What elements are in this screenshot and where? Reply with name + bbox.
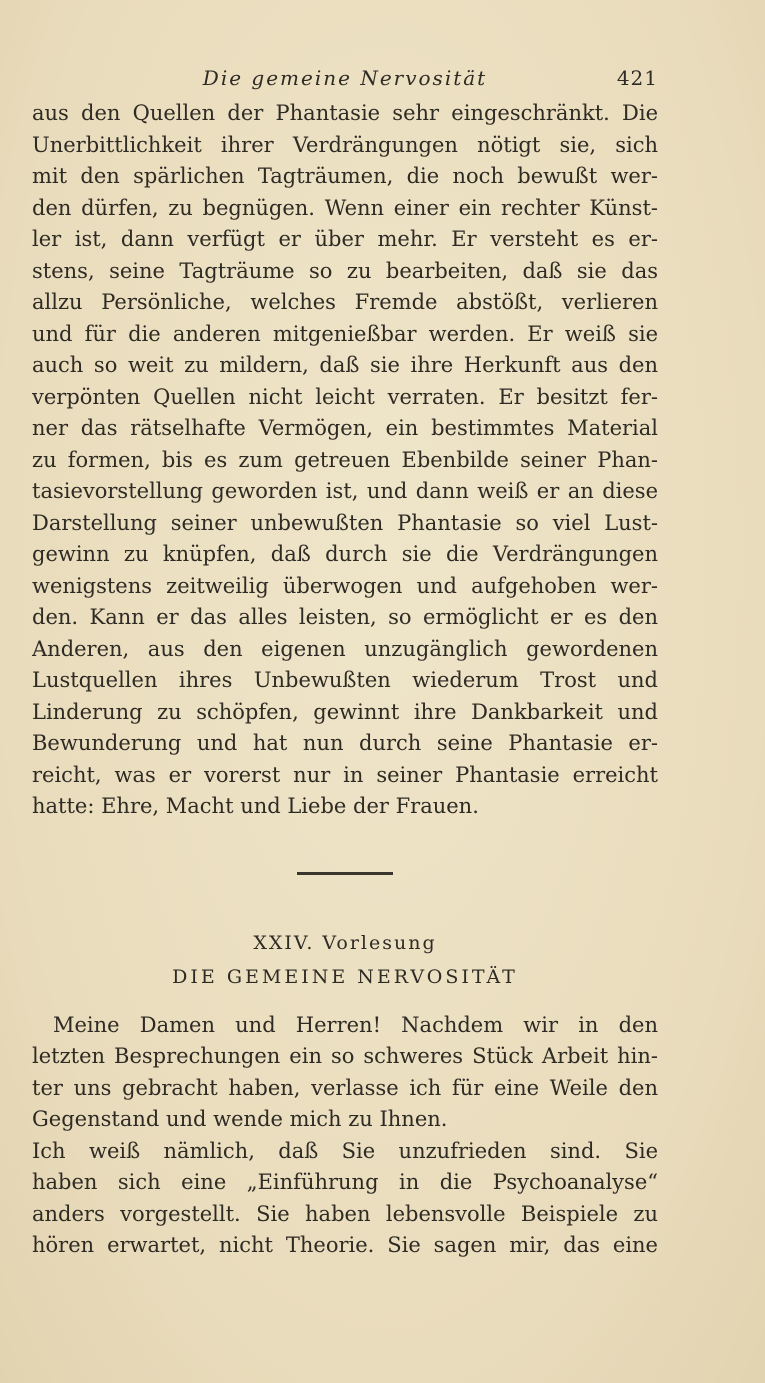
- text-line: Ich weiß nämlich, daß Sie unzufrieden sind. Sie: [32, 1138, 658, 1163]
- text-line: den dürfen, zu begnügen. Wenn einer ein rechter Künst-: [32, 195, 658, 220]
- text-line: Bewunderung und hat nun durch seine Phantasie er-: [32, 731, 658, 755]
- text-line: reicht, was er vorerst nur in seiner Phantasie erreicht: [32, 762, 658, 787]
- text-line: ner das rätselhafte Vermögen, ein bestimmtes Material: [32, 416, 658, 440]
- lecture-number: XXIV. Vorlesung: [253, 931, 437, 954]
- text-line: verpönten Quellen nicht leicht verraten. Er besitzt fer-: [32, 384, 658, 409]
- text-line: hatte: Ehre, Macht und Liebe der Frauen.: [32, 794, 479, 818]
- text-line: stens, seine Tagträume so zu bearbeiten, daß sie das: [32, 258, 658, 283]
- running-title: Die gemeine Nervosität: [202, 66, 488, 90]
- running-head: [32, 58, 658, 98]
- paragraph-opening-address: [32, 1010, 658, 1136]
- text-line: hören erwartet, nicht Theorie. Sie sagen mir, das eine: [32, 1233, 658, 1257]
- text-line: mit den spärlichen Tagträumen, die noch bewußt wer-: [32, 164, 658, 188]
- text-line: zu formen, bis es zum getreuen Ebenbilde seiner Phan-: [32, 447, 658, 472]
- text-line: Linderung zu schöpfen, gewinnt ihre Dankbarkeit und: [32, 699, 658, 724]
- text-line: gewinn zu knüpfen, daß durch sie die Verdrängungen: [32, 542, 658, 566]
- chapter-title: DIE GEMEINE NERVOSITÄT: [172, 965, 518, 988]
- text-line: Unerbittlichkeit ihrer Verdrängungen nötigt sie, sich: [32, 132, 658, 157]
- text-line: aus den Quellen der Phantasie sehr eingeschränkt. Die: [32, 101, 658, 125]
- paragraph-artist-phantasy: [32, 98, 658, 823]
- text-line: haben sich eine „Einführung in die Psychoanalyse“: [32, 1170, 658, 1194]
- page-number: 421: [616, 66, 658, 90]
- text-line: und für die anderen mitgenießbar werden. Er weiß sie: [32, 321, 658, 346]
- text-line: Meine Damen und Herren! Nachdem wir in den: [53, 1012, 658, 1037]
- book-page: [32, 58, 658, 1262]
- text-line: ter uns gebracht haben, verlasse ich für eine Weile den: [32, 1075, 658, 1100]
- paragraph-dissatisfaction: [32, 1136, 658, 1262]
- text-line: allzu Persönliche, welches Fremde abstößt, verlieren: [32, 290, 658, 314]
- text-line: Lustquellen ihres Unbewußten wiederum Trost und: [32, 668, 658, 692]
- text-line: tasievorstellung geworden ist, und dann weiß er an diese: [32, 479, 658, 503]
- text-line: letzten Besprechungen ein so schweres Stück Arbeit hin-: [32, 1044, 658, 1068]
- text-line: Anderen, aus den eigenen unzugänglich gewordenen: [32, 636, 658, 661]
- section-divider: [297, 872, 393, 875]
- text-line: auch so weit zu mildern, daß sie ihre Herkunft aus den: [32, 353, 658, 377]
- text-line: Darstellung seiner unbewußten Phantasie so viel Lust-: [32, 510, 658, 535]
- text-line: Gegenstand und wende mich zu Ihnen.: [32, 1107, 448, 1131]
- text-line: wenigstens zeitweilig überwogen und aufgehoben wer-: [32, 573, 658, 598]
- text-line: den. Kann er das alles leisten, so ermöglicht er es den: [32, 605, 658, 629]
- text-line: anders vorgestellt. Sie haben lebensvolle Beispiele zu: [32, 1201, 658, 1226]
- text-line: ler ist, dann verfügt er über mehr. Er versteht es er-: [32, 227, 658, 251]
